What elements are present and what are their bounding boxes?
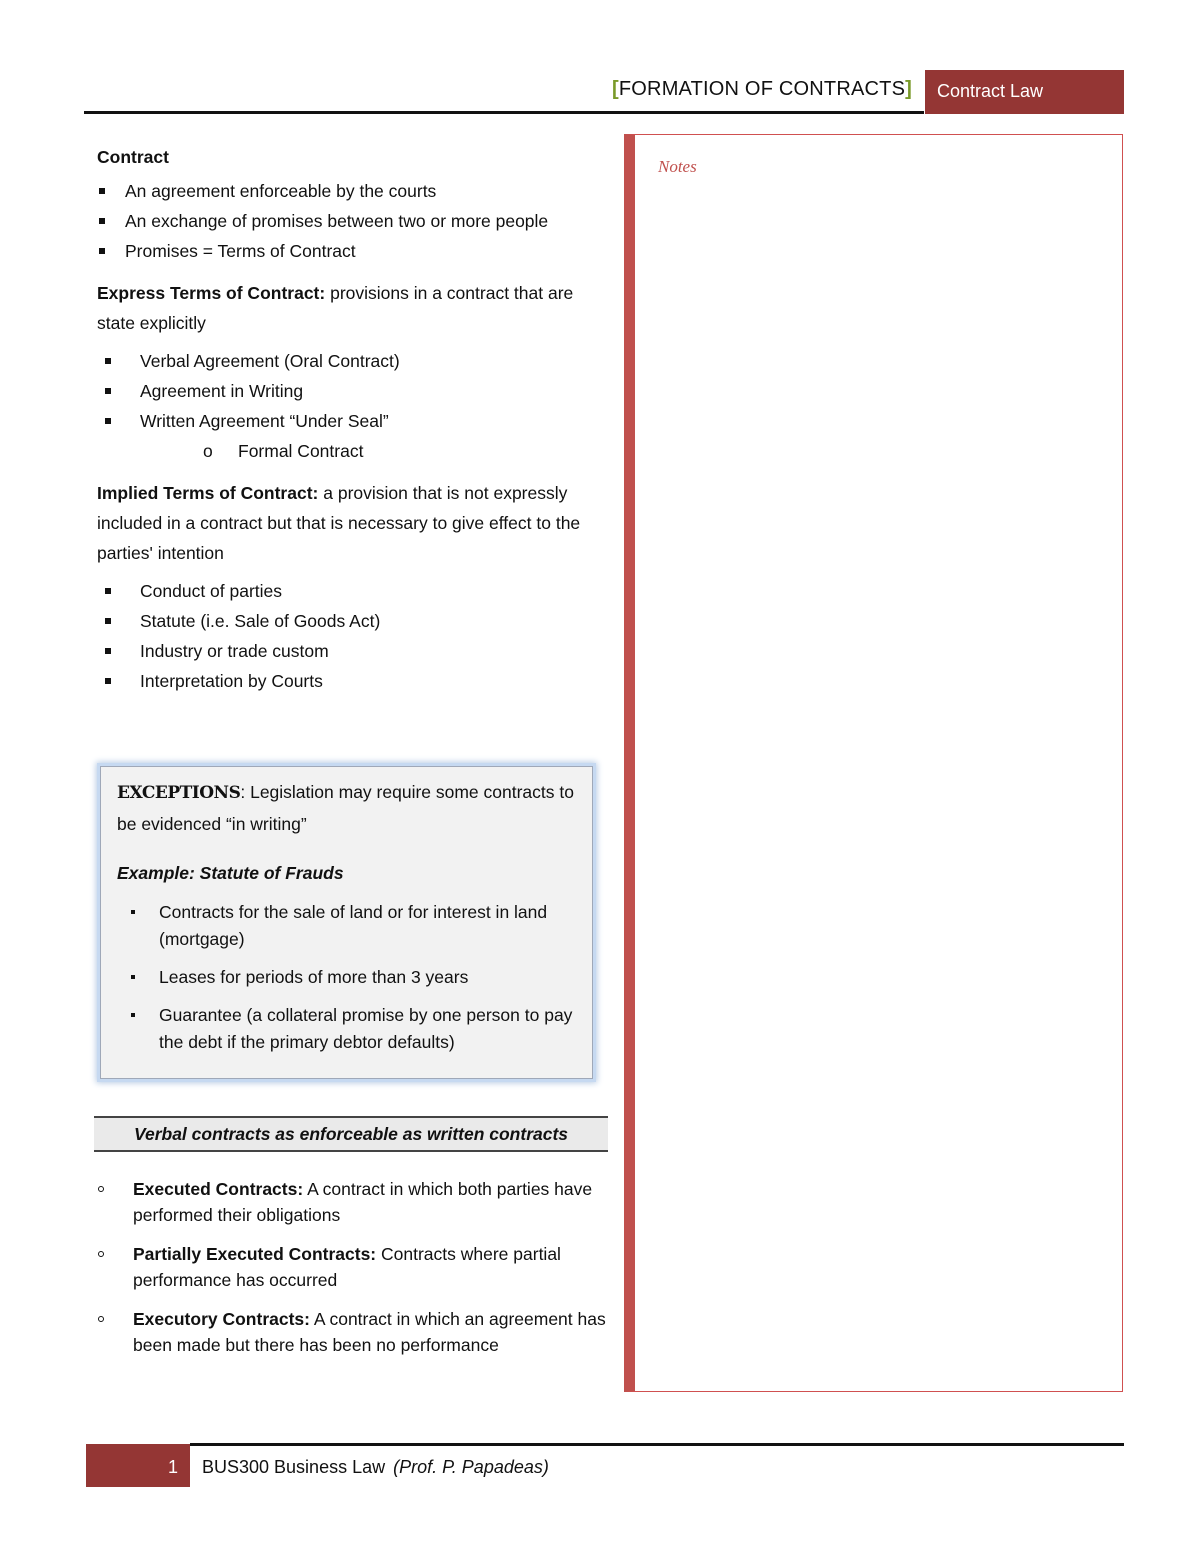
list-item: An exchange of promises between two or more people [97, 206, 609, 236]
document-header-title [612, 78, 912, 101]
list-item: Agreement in Writing [97, 376, 609, 406]
contract-type-text: A contract in which both parties have performed their obligations [133, 1179, 593, 1225]
exceptions-text: : Legislation may require some contracts to be evidenced “in writing” [117, 782, 574, 834]
notes-panel[interactable] [624, 134, 1123, 1392]
statute-of-frauds-list [117, 899, 574, 1056]
list-item [97, 1176, 609, 1228]
list-item: Industry or trade custom [97, 636, 609, 666]
list-item: Conduct of parties [97, 576, 609, 606]
list-item: Interpretation by Courts [97, 666, 609, 696]
exceptions-box [100, 766, 593, 1079]
header-rule [84, 111, 924, 114]
sub-bullet-marker: o [203, 441, 213, 461]
footer-rule [190, 1443, 1124, 1446]
footer-course-info [202, 1457, 549, 1478]
verbal-contracts-banner: Verbal contracts as enforceable as written contracts [94, 1116, 608, 1152]
implied-terms-definition: a provision that is not expressly included in a contract but that is necessary to give effect to the parties' intention [97, 483, 581, 563]
contract-types-list [97, 1176, 609, 1371]
list-item [97, 1306, 609, 1358]
list-item: Verbal Agreement (Oral Contract) [97, 346, 609, 376]
footer-professor: (Prof. P. Papadeas) [393, 1457, 549, 1477]
express-sub-item [97, 436, 609, 466]
list-item: Contracts for the sale of land or for interest in land (mortgage) [117, 899, 574, 953]
contract-type-text: A contract in which an agreement has been made but there has been no performance [133, 1309, 606, 1355]
header-title-text: FORMATION OF CONTRACTS [618, 78, 906, 100]
example-heading: Example: Statute of Frauds [117, 863, 344, 883]
implied-terms-term: Implied Terms of Contract: [97, 483, 319, 503]
notes-label: Notes [658, 157, 697, 176]
main-column [97, 142, 609, 702]
sub-item-text: Formal Contract [238, 441, 364, 461]
express-terms-bullets [97, 346, 609, 436]
list-item: An agreement enforceable by the courts [97, 176, 609, 206]
list-item: Written Agreement “Under Seal” [97, 406, 609, 436]
bracket-open: [ [612, 78, 619, 100]
contract-type-text: Contracts where partial performance has occurred [133, 1244, 561, 1290]
implied-terms-bullets [97, 576, 609, 696]
list-item: Statute (i.e. Sale of Goods Act) [97, 606, 609, 636]
exceptions-label: EXCEPTIONS [117, 783, 241, 803]
contract-bullets [97, 176, 609, 266]
footer-course: BUS300 Business Law [202, 1457, 386, 1477]
bracket-close: ] [905, 78, 912, 100]
contract-type-term: Executory Contracts: [133, 1309, 310, 1329]
header-subject-tab: Contract Law [925, 70, 1124, 114]
contract-type-term: Partially Executed Contracts: [133, 1244, 377, 1264]
list-item: Leases for periods of more than 3 years [117, 964, 574, 991]
exceptions-intro [117, 777, 574, 840]
contract-type-term: Executed Contracts: [133, 1179, 304, 1199]
express-terms-definition: provisions in a contract that are state explicitly [97, 283, 574, 333]
list-item: Guarantee (a collateral promise by one person to pay the debt if the primary debtor defaults) [117, 1002, 574, 1056]
express-terms-term: Express Terms of Contract: [97, 283, 326, 303]
list-item [97, 1241, 609, 1293]
page-number: 1 [86, 1444, 190, 1487]
contract-heading: Contract [97, 147, 169, 167]
implied-terms-paragraph [97, 478, 609, 568]
express-terms-paragraph [97, 278, 609, 338]
list-item: Promises = Terms of Contract [97, 236, 609, 266]
